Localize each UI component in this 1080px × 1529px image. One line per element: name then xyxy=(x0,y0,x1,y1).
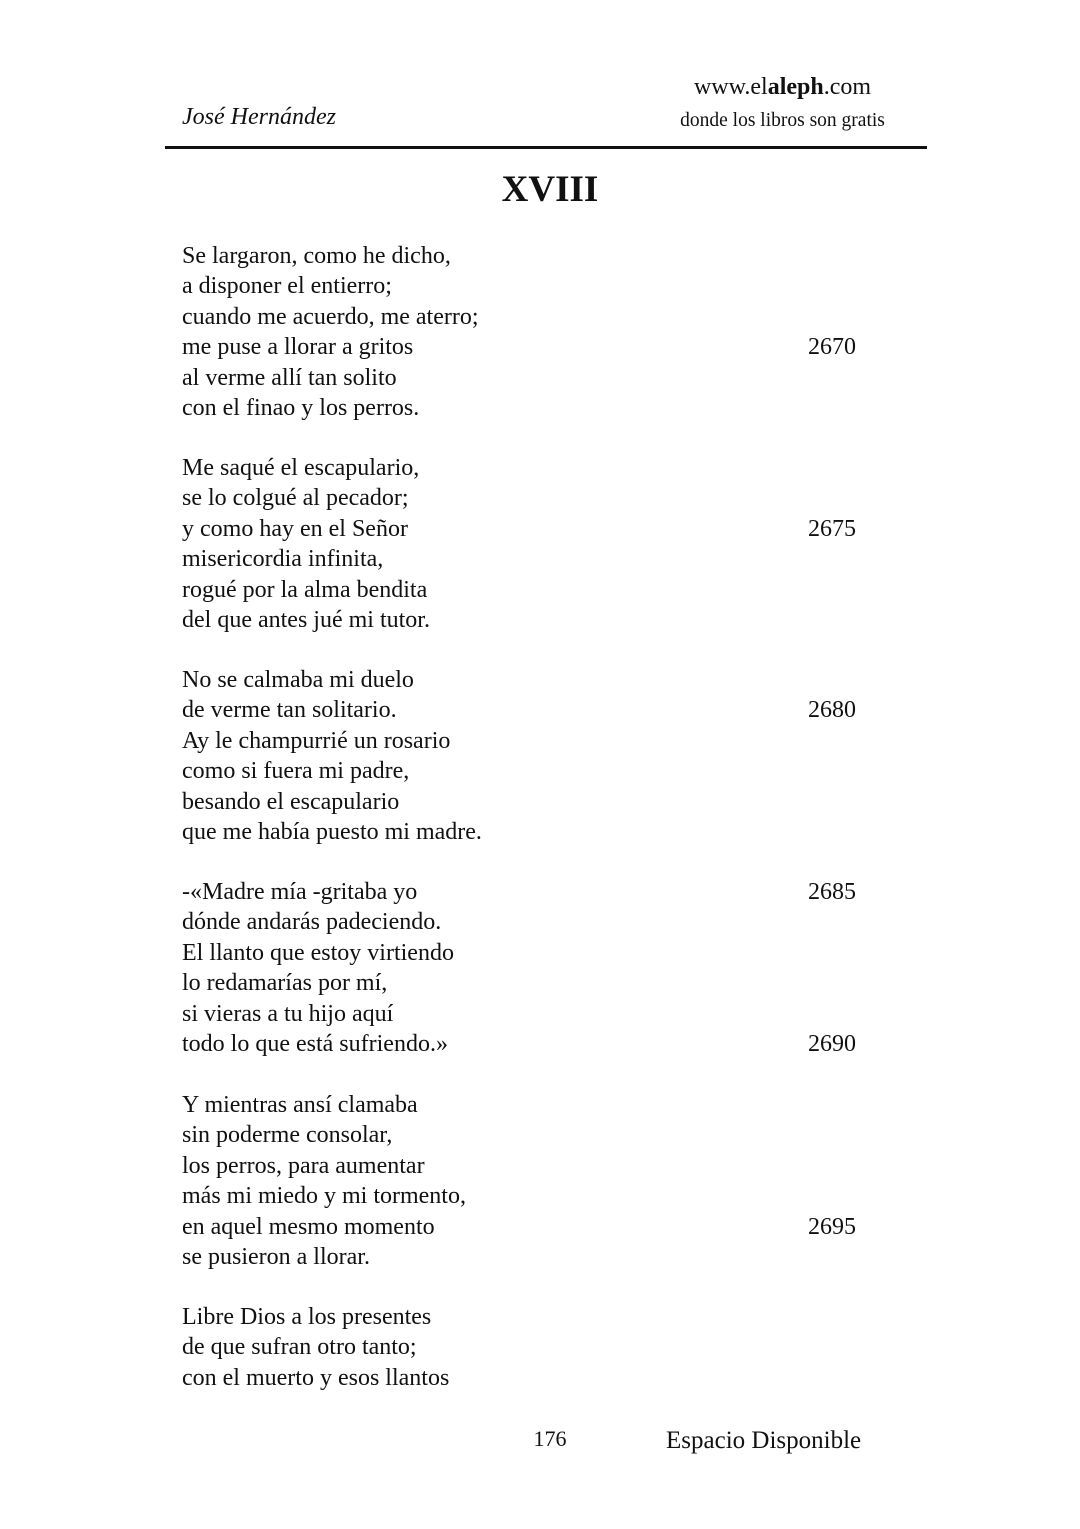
stanza xyxy=(182,877,862,1059)
line-number: 2670 xyxy=(808,334,856,361)
verse-line xyxy=(182,363,862,393)
verse-text: Ay le champurrié un rosario xyxy=(182,727,451,754)
verse-line xyxy=(182,1120,862,1150)
verse-text: Se largaron, como he dicho, xyxy=(182,243,451,269)
line-number: 2695 xyxy=(808,1213,856,1240)
verse-line xyxy=(182,1181,862,1211)
verse-line xyxy=(182,1332,862,1362)
verse-line xyxy=(182,1090,862,1120)
verse-line xyxy=(182,907,862,937)
verse-text: se pusieron a llorar. xyxy=(182,1243,370,1270)
verse-text: dónde andarás padeciendo. xyxy=(182,909,442,936)
site-url-brand: aleph xyxy=(767,74,824,100)
verse-line xyxy=(182,575,862,605)
site-url-prefix: www.el xyxy=(693,74,768,100)
verse-line xyxy=(182,1029,862,1059)
verse-line xyxy=(182,483,862,513)
line-number: 2675 xyxy=(808,515,856,542)
verse-text: cuando me acuerdo, me aterro; xyxy=(182,303,479,330)
verse-text: -«Madre mía -gritaba yo xyxy=(182,879,418,905)
verse-line xyxy=(182,241,862,271)
stanza xyxy=(182,1302,862,1393)
verse-text: de verme tan solitario. xyxy=(182,697,397,724)
verse-text: a disponer el entierro; xyxy=(182,273,392,300)
verse-text: lo redamarías por mí, xyxy=(182,970,388,997)
verse-line xyxy=(182,514,862,544)
verse-text: en aquel mesmo momento xyxy=(182,1213,435,1240)
verse-text: más mi miedo y mi tormento, xyxy=(182,1183,466,1210)
verse-text: Libre Dios a los presentes xyxy=(182,1304,432,1330)
site-url[interactable] xyxy=(640,74,925,101)
line-number: 2680 xyxy=(808,697,856,724)
verse-text: con el muerto y esos llantos xyxy=(182,1364,450,1391)
verse-line xyxy=(182,999,862,1029)
verse-line xyxy=(182,726,862,756)
verse-text: los perros, para aumentar xyxy=(182,1152,425,1179)
verse-line xyxy=(182,1363,862,1393)
chapter-title: XVIII xyxy=(501,169,599,210)
verse-text: con el finao y los perros. xyxy=(182,394,420,421)
verse-line xyxy=(182,1242,862,1272)
verse-text: El llanto que estoy virtiendo xyxy=(182,939,454,966)
verse-text: No se calmaba mi duelo xyxy=(182,667,414,693)
stanza xyxy=(182,241,862,423)
verse-line xyxy=(182,968,862,998)
verse-line xyxy=(182,605,862,635)
verse-text: Me saqué el escapulario, xyxy=(182,455,420,481)
verse-text: rogué por la alma bendita xyxy=(182,576,428,603)
verse-line xyxy=(182,1302,862,1332)
verse-text: besando el escapulario xyxy=(182,788,400,815)
stanza xyxy=(182,453,862,635)
verse-line xyxy=(182,332,862,362)
verse-text: del que antes jué mi tutor. xyxy=(182,606,430,633)
verse-line xyxy=(182,695,862,725)
verse-text: Y mientras ansí clamaba xyxy=(182,1092,418,1118)
verse-line xyxy=(182,1212,862,1242)
header-divider xyxy=(165,146,927,149)
verse-text: que me había puesto mi madre. xyxy=(182,818,482,845)
verse-text: sin poderme consolar, xyxy=(182,1122,393,1149)
verse-text: misericordia infinita, xyxy=(182,546,384,573)
site-tagline: donde los libros son gratis xyxy=(680,110,885,131)
verse-text: se lo colgué al pecador; xyxy=(182,485,409,512)
verse-text: al verme allí tan solito xyxy=(182,364,397,391)
verse-line xyxy=(182,302,862,332)
verse-text: de que sufran otro tanto; xyxy=(182,1334,417,1361)
verse-line xyxy=(182,453,862,483)
verse-line xyxy=(182,544,862,574)
verse-line xyxy=(182,1151,862,1181)
page-number: 176 xyxy=(533,1426,567,1451)
footer-note: Espacio Disponible xyxy=(666,1427,862,1454)
stanza xyxy=(182,665,862,847)
author-name: José Hernández xyxy=(182,104,336,130)
verse-line xyxy=(182,665,862,695)
stanza xyxy=(182,1090,862,1272)
verse-text: todo lo que está sufriendo.» xyxy=(182,1030,448,1057)
verse-text: me puse a llorar a gritos xyxy=(182,334,414,361)
site-url-suffix: .com xyxy=(823,74,872,100)
verse-text: si vieras a tu hijo aquí xyxy=(182,1000,394,1027)
verse-line xyxy=(182,756,862,786)
verse-line xyxy=(182,817,862,847)
verse-text: como si fuera mi padre, xyxy=(182,758,410,785)
verse-line xyxy=(182,271,862,301)
line-number: 2690 xyxy=(808,1030,856,1057)
verse-line xyxy=(182,938,862,968)
verse-text: y como hay en el Señor xyxy=(182,515,408,542)
verse-line xyxy=(182,877,862,907)
verse-line xyxy=(182,787,862,817)
line-number: 2685 xyxy=(808,879,856,905)
verse-line xyxy=(182,393,862,423)
